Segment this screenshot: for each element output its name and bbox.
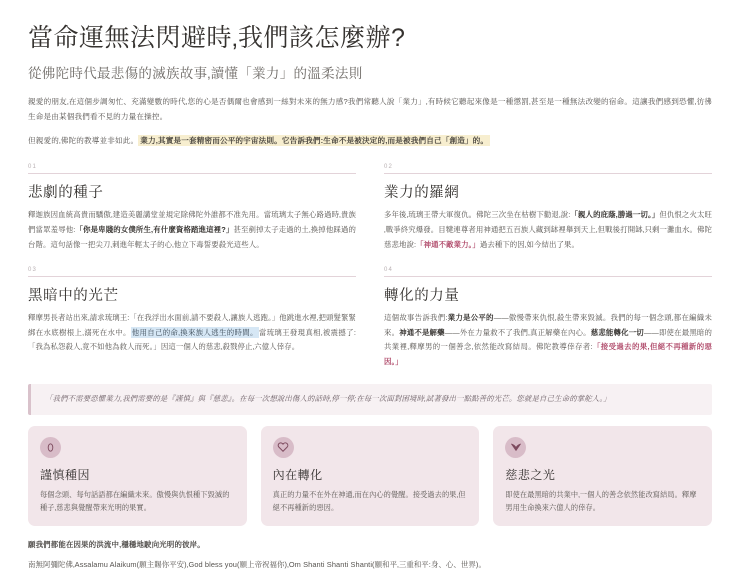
section-text-bold-2: 「神通不敵業力。」 xyxy=(416,240,480,250)
intro-paragraph-1: 親愛的朋友‚在這個步調匆忙、充滿變數的時代‚您的心是否偶爾也會感到一絲對未來的無力感?我們常聽人說「業力」‚有時候它聽起來像是一種懲罰‚甚至是一種無法改變的宿命。這讓我們感到恐懼‚彷彿生命是由某個我們看不見的力量在操控。 xyxy=(28,97,712,121)
seed-icon xyxy=(40,437,61,458)
section-divider xyxy=(28,276,356,277)
section-04 xyxy=(384,267,712,370)
page-title: 當命運無法閃避時‚我們該怎麼辦? xyxy=(28,24,406,52)
section-text-after: 甚至剷掉太子走過的土‚換掉他踩過的台階。這句話像一把尖刀‚刺進年輕太子的心‚他立下毒誓要殺光這些人。 xyxy=(28,225,356,250)
card-compassion xyxy=(493,426,712,527)
pull-quote: 「我們不需要恐懼業力‚我們需要的是『謹慎』與『慈悲』。在每一次想說出傷人的話時‚停一停;在每一次面對困境時‚試著發出一點點善的光芒。您就是自己生命的掌舵人。」 xyxy=(28,384,712,415)
card-title: 謹慎種因 xyxy=(40,467,91,482)
section-text-mid: 但仇恨之火太旺‚戰爭終究爆發。目犍連尊者用神通把五百族人藏到缽裡舉到天上‚但戰後打開缽‚只剩一灘血水。佛陀慈悲地說: xyxy=(384,210,712,250)
section-03 xyxy=(28,267,356,370)
section-divider xyxy=(384,276,712,277)
section-text-highlight: 他用自己的命‚換來族人逃生的時間。 xyxy=(131,327,258,337)
section-heading: 業力的羅網 xyxy=(384,185,460,202)
card-text: 每個念頭、每句話語都在編織未來。傲慢與仇恨種下毀滅的種子‚慈悲與覺醒帶來光明的果實。 xyxy=(40,489,230,512)
section-text-before: 這個故事告訴我們: xyxy=(384,312,448,322)
heart-icon xyxy=(273,437,294,458)
intro-highlight: 業力‚其實是一套精密而公平的宇宙法則。它告訴我們:生命不是被決定的‚而是被我們自己「創造」的。 xyxy=(140,135,489,145)
section-body xyxy=(384,208,712,252)
sections-grid xyxy=(28,164,712,370)
footer xyxy=(28,539,712,572)
section-divider xyxy=(384,173,712,174)
section-text-bold-1: 業力是公平的 xyxy=(447,312,494,322)
section-text-before: 釋摩男長者站出來‚請求琉璃王:「在我浮出水面前‚請不要殺人‚讓族人逃跑。」他跳進水裡‚把頭髮緊緊綁在水底樹根上‚溺死在水中。 xyxy=(28,312,356,337)
section-heading: 悲劇的種子 xyxy=(28,185,104,202)
section-heading: 黑暗中的光芒 xyxy=(28,287,119,304)
section-heading: 轉化的力量 xyxy=(384,287,460,304)
section-text-mid-3: ——即使在最黑暗的共業裡‚釋摩男的一個善念‚依然能改寫結局。佛陀教導倖存者: xyxy=(384,327,712,352)
section-text-bold-2: 神通不是解藥 xyxy=(399,327,445,337)
section-text-after: 過去種下的因‚如今結出了果。 xyxy=(479,240,579,250)
section-01 xyxy=(28,164,356,252)
card-text: 真正的力量不在外在神通‚而在內心的覺醒。接受過去的果‚但絕不再種新的惡因。 xyxy=(272,489,466,512)
footer-multifaith-blessing: 南無阿彌陀佛‚Assalamu Alaikum(願主賜你平安)‚God bless you(願上帝祝福你)‚Om Shanti Shanti Shanti(願和平‚三重和平:身、心、世界)。 xyxy=(28,560,486,570)
section-text-rose: 「接受過去的果‚但絕不再種新的惡因。」 xyxy=(384,342,712,367)
section-text-before: 釋迦族因血統高貴而驕傲‚建造美麗講堂並規定除佛陀外誰都不准先用。當琉璃太子無心路過時‚貴族們當眾羞辱他: xyxy=(28,210,356,235)
section-text-bold-3: 慈悲能轉化一切 xyxy=(590,327,644,337)
section-body xyxy=(28,208,356,252)
intro-prefix: 但親愛的‚佛陀的教導並非如此。 xyxy=(28,135,139,145)
section-body xyxy=(28,311,356,355)
lotus-icon xyxy=(505,437,526,458)
section-text-bold-1: 「親人的庇蔭‚勝過一切。」 xyxy=(570,210,660,220)
cards-row xyxy=(28,426,712,527)
section-02 xyxy=(384,164,712,252)
section-divider xyxy=(28,173,356,174)
card-title: 慈悲之光 xyxy=(505,467,556,482)
card-text: 即使在最黑暗的共業中‚一個人的善念依然能改寫結局。釋摩男用生命換來六億人的倖存。 xyxy=(505,489,697,512)
card-seed xyxy=(28,426,247,527)
page-subtitle: 從佛陀時代最悲傷的滅族故事‚讀懂「業力」的溫柔法則 xyxy=(28,66,363,81)
section-text-mid-2: ——外在力量救不了我們‚真正解藥在內心。 xyxy=(444,327,591,337)
section-text-after: 當琉璃王發現真相‚被震撼了:「我為私怨殺人‚竟不如他為救人而死。」因這一個人的慈悲‚殺戮停止‚六億人倖存。 xyxy=(28,327,356,352)
footer-blessing: 願我們都能在因果的洪流中‚穩穩地駛向光明的彼岸。 xyxy=(28,540,205,550)
card-title: 內在轉化 xyxy=(272,467,323,482)
section-text-before: 多年後‚琉璃王帶大軍復仇。佛陀三次坐在枯樹下勸退‚說: xyxy=(384,210,571,220)
section-text-mid-1: ——傲慢帶來仇恨‚殺生帶來毀滅。我們的每一個念頭‚都在編織未來。 xyxy=(384,312,712,337)
section-text-bold: 「你是卑賤的女僕所生‚有什麼資格踏進這裡?」 xyxy=(75,225,234,235)
section-number: 04 xyxy=(384,266,394,273)
section-number: 01 xyxy=(28,164,38,171)
card-transform xyxy=(261,426,480,527)
intro-paragraph-2 xyxy=(28,134,712,149)
section-number: 03 xyxy=(28,266,38,273)
section-number: 02 xyxy=(384,164,394,171)
section-body xyxy=(384,311,712,370)
